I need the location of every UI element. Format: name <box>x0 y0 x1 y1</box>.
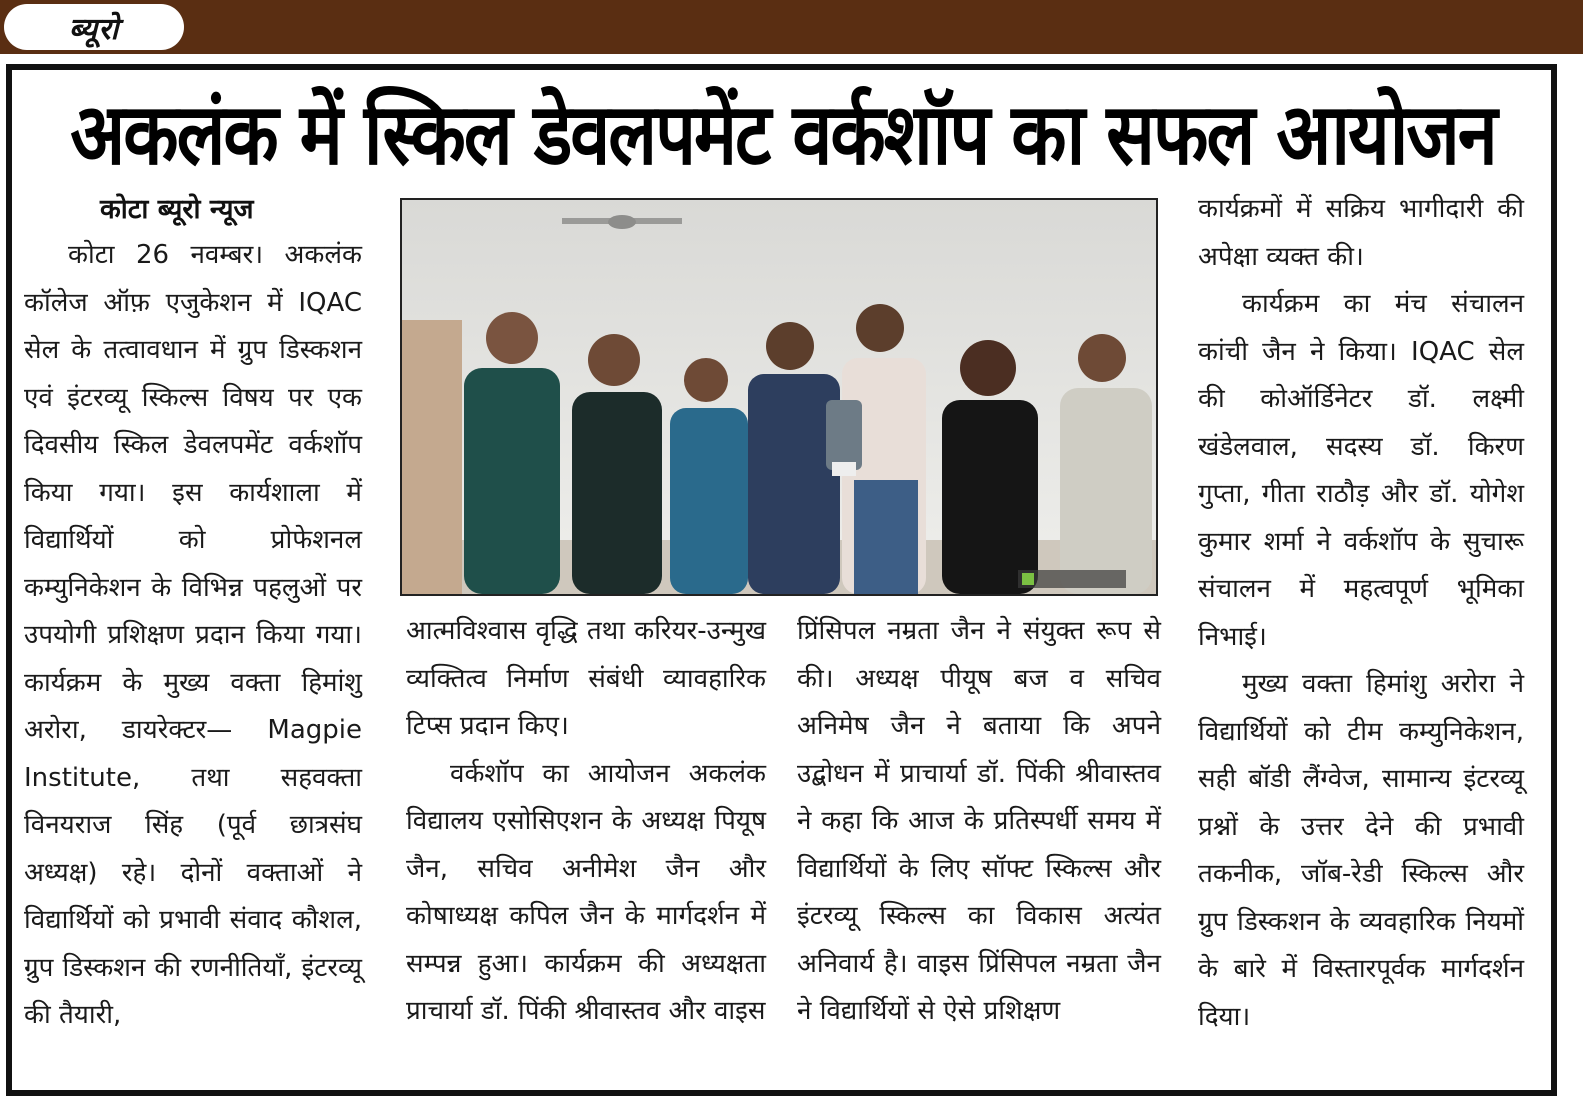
paragraph: आत्मविश्वास वृद्धि तथा करियर-उन्मुख व्यक्तित्व निर्माण संबंधी व्यावहारिक टिप्स प्रदान किए। <box>406 616 766 741</box>
paragraph: कोटा 26 नवम्बर। अकलंक कॉलेज ऑफ़ एजुकेशन में IQAC सेल के तत्वावधान में ग्रुप डिस्कशन एवं इंटरव्यू स्किल्स विषय पर एक दिवसीय स्किल डेवलपमेंट वर्कशॉप किया गया। इस कार्यशाला में विद्यार्थियों को प्रोफेशनल कम्युनिकेशन के विभिन्न पहलुओं पर उपयोगी प्रशिक्षण प्रदान किया गया। कार्यक्रम के मुख्य वक्ता हिमांशु अरोरा, डायरेक्टर— Magpie Institute, तथा सहवक्ता विनयराज सिंह (पूर्व छात्रसंघ अध्यक्ष) रहे। दोनों वक्ताओं ने विद्यार्थियों को प्रभावी संवाद कौशल, ग्रुप डिस्कशन की रणनीतियाँ, इंटरव्यू की तैयारी, <box>24 240 362 1030</box>
masthead-logo <box>4 4 184 50</box>
column-4 <box>1198 186 1524 1041</box>
headline: अकलंक में स्किल डेवलपमेंट वर्कशॉप का सफल आयोजन <box>70 84 1496 184</box>
camera-watermark-icon <box>1018 570 1126 588</box>
masthead-bar <box>0 0 1583 54</box>
paragraph: मुख्य वक्ता हिमांशु अरोरा ने विद्यार्थियों को टीम कम्युनिकेशन, सही बॉडी लैंग्वेज, सामान्य इंटरव्यू प्रश्नों के उत्तर देने की प्रभावी तकनीक, जॉब-रेडी स्किल्स और ग्रुप डिस्कशन के व्यवहारिक नियमों के बारे में विस्तारपूर्वक मार्गदर्शन दिया। <box>1198 669 1524 1032</box>
byline: कोटा ब्यूरो न्यूज <box>100 194 254 225</box>
paragraph: कार्यक्रमों में सक्रिय भागीदारी की अपेक्षा व्यक्त की। <box>1198 194 1524 272</box>
memento-trophy-icon <box>826 400 862 476</box>
column-1 <box>24 232 362 1040</box>
column-2 <box>406 608 766 1036</box>
paragraph: कार्यक्रम का मंच संचालन कांची जैन ने किया। IQAC सेल की कोऑर्डिनेटर डॉ. लक्ष्मी खंडेलवाल, सदस्य डॉ. किरण गुप्ता, गीता राठौड़ और डॉ. योगेश कुमार शर्मा ने वर्कशॉप के सुचारू संचालन में महत्वपूर्ण भूमिका निभाई। <box>1198 289 1524 652</box>
article-photo <box>400 198 1158 596</box>
logo-text: ब्यूरो <box>68 11 120 47</box>
paragraph: वर्कशॉप का आयोजन अकलंक विद्यालय एसोसिएशन के अध्यक्ष पियूष जैन, सचिव अनीमेश जैन और कोषाध्यक्ष कपिल जैन के मार्गदर्शन में सम्पन्न हुआ। कार्यक्रम की अध्यक्षता प्राचार्या डॉ. पिंकी श्रीवास्तव और वाइस <box>406 758 766 1026</box>
group-photo-image <box>402 200 1156 594</box>
column-3 <box>797 608 1161 1036</box>
paragraph: प्रिंसिपल नम्रता जैन ने संयुक्त रूप से की। अध्यक्ष पीयूष बज व सचिव अनिमेष जैन ने बताया कि अपने उद्बोधन में प्राचार्या डॉ. पिंकी श्रीवास्तव ने कहा कि आज के प्रतिस्पर्धी समय में विद्यार्थियों के लिए सॉफ्ट स्किल्स और इंटरव्यू स्किल्स का विकास अत्यंत अनिवार्य है। वाइस प्रिंसिपल नम्रता जैन ने विद्यार्थियों से ऐसे प्रशिक्षण <box>797 616 1161 1026</box>
